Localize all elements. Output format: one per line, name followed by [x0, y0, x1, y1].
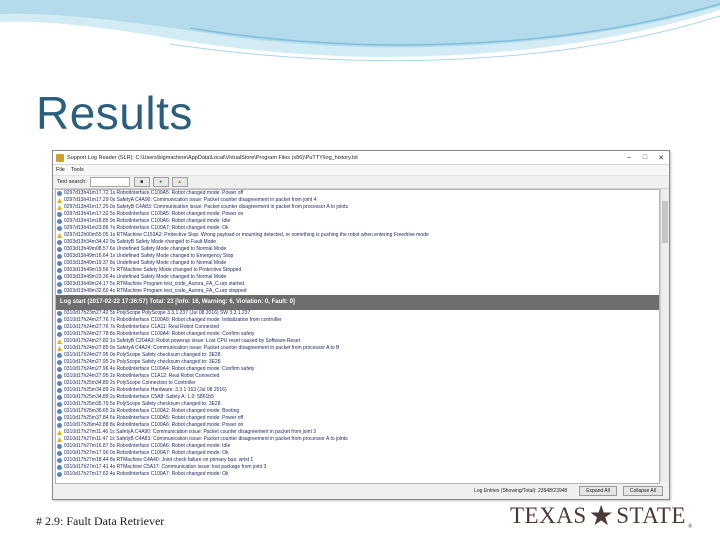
filter-info-button[interactable]: ● — [153, 177, 169, 187]
search-input[interactable] — [90, 177, 130, 187]
log-row-text: 0297d12h00m55.05 1s RTMachine C153A2: Protective Stop: Wrong payload or mounting detected, or something is pushing the robot when entering Freedrive mode — [64, 232, 429, 238]
log-row-text: 0303d13h49m23.36 4s Undefined Safety Mode changed to Normal Mode — [64, 274, 227, 280]
log-row-text: 0310d17h24m27.96 4s RobotInterface C100A4: Robot changed mode: Confirm safety — [64, 366, 255, 372]
info-icon — [57, 423, 62, 428]
log-row-text: 0310d17h27m18.44 8s RTMachine C4A40: Joint check failure on primary bus: wrist 1 — [64, 457, 254, 463]
collapse-all-button[interactable]: Collapse All — [623, 486, 663, 496]
log-row[interactable] — [56, 274, 659, 281]
info-icon — [57, 325, 62, 330]
log-row[interactable] — [56, 190, 659, 197]
warning-icon — [57, 205, 62, 210]
minimize-icon[interactable]: – — [627, 154, 631, 161]
logo-text-left: TEXAS — [510, 503, 587, 528]
log-row-text: 0310d17h24m27.95 2s RobotInterface C1A12: Real Robot Connected — [64, 373, 220, 379]
info-icon — [57, 381, 62, 386]
vertical-scrollbar[interactable] — [660, 189, 669, 482]
log-row-text: 0310d17h27m17.41 4s RTMachine C5A17: Communication issue: lost package from joint 3 — [64, 464, 267, 470]
star-icon: ★ — [588, 501, 615, 532]
info-icon — [57, 472, 62, 477]
log-row-text: 0310d17h25m34.89 2s RobotInterface Hardware: 3.3 1.163 (Jul 08 2016) — [64, 387, 227, 393]
info-icon — [57, 240, 62, 245]
info-icon — [57, 212, 62, 217]
log-row[interactable] — [56, 246, 659, 253]
log-row[interactable] — [56, 436, 659, 443]
log-row[interactable] — [56, 422, 659, 429]
log-row[interactable] — [56, 415, 659, 422]
registered-mark: ® — [687, 524, 693, 530]
texas-state-logo — [510, 498, 693, 534]
info-icon — [57, 332, 62, 337]
log-row[interactable] — [56, 443, 659, 450]
log-row[interactable] — [56, 352, 659, 359]
log-row[interactable] — [56, 281, 659, 288]
info-icon — [57, 458, 62, 463]
log-row-text: 0310d17h24m27.76 7s RobotInterface C100A8: Robot changed mode: Initialization from controller — [64, 317, 282, 323]
warning-icon — [57, 346, 62, 351]
log-row[interactable] — [56, 197, 659, 204]
log-row[interactable] — [56, 218, 659, 225]
log-row-text: 0310d17h26m42.88 8s RobotInterface C100A6: Robot changed mode: Power on — [64, 422, 244, 428]
info-icon — [57, 451, 62, 456]
log-row-text: 0310d17h24m27.95 0s PolyScope Safety checksum changed to: 3E28 — [64, 352, 221, 358]
info-icon — [57, 395, 62, 400]
info-icon — [57, 416, 62, 421]
filter-all-button[interactable]: ■ — [134, 177, 150, 187]
log-row[interactable] — [56, 288, 659, 295]
close-icon[interactable]: ✕ — [658, 154, 664, 162]
log-row[interactable] — [56, 373, 659, 380]
log-row[interactable] — [56, 324, 659, 331]
log-row-text: 0310d17h25m35.79 5s PolyScope Safety checksum changed to: 3E28 — [64, 401, 221, 407]
log-row-text: 0297d13h41m18.85 9s RobotInterface C100A6: Robot changed mode: Idle — [64, 218, 231, 224]
log-row[interactable] — [56, 267, 659, 274]
search-label: Text search: — [57, 179, 87, 185]
info-icon — [57, 254, 62, 259]
log-group-header[interactable] — [56, 295, 659, 310]
log-row[interactable] — [56, 380, 659, 387]
info-icon — [57, 444, 62, 449]
log-row[interactable] — [56, 232, 659, 239]
log-row-text: 0310d17h27m16.87 5s RobotInterface C100A6: Robot changed mode: Idle — [64, 443, 231, 449]
info-icon — [57, 367, 62, 372]
info-icon — [57, 374, 62, 379]
log-row[interactable] — [56, 457, 659, 464]
info-icon — [57, 360, 62, 365]
log-row[interactable] — [56, 331, 659, 338]
log-row[interactable] — [56, 338, 659, 345]
log-row[interactable] — [56, 401, 659, 408]
log-row-text: 0297d13h41m17.29 0s SafetyA C4A90: Communication issue: Packet counter disagreement in packet from joint 4 — [64, 197, 317, 203]
logo-text-right: STATE — [616, 503, 686, 528]
info-icon — [57, 318, 62, 323]
slide-title: Results — [36, 87, 193, 139]
log-row[interactable] — [56, 211, 659, 218]
log-row[interactable] — [56, 429, 659, 436]
log-row-text: 0310d17h25m37.84 6s RobotInterface C100A5: Robot changed mode: Power off — [64, 415, 244, 421]
info-icon — [57, 219, 62, 224]
info-icon — [57, 289, 62, 294]
info-icon — [57, 261, 62, 266]
toolbar — [53, 175, 669, 189]
info-icon — [57, 409, 62, 414]
log-row-text: 0310d17h25m34.89 2s PolyScope Connection to Controller — [64, 380, 196, 386]
log-row-text: 0310d17h24m27.85 9s SafetyA C4A24: Communication issue: Packet counter disagreement in packet from processor A to B — [64, 345, 340, 351]
log-row-text: 0303d13h49m16.64 1s Undefined Safety Mode changed to Emergency Stop — [64, 253, 234, 259]
warning-icon — [57, 430, 62, 435]
info-icon — [57, 282, 62, 287]
log-list[interactable] — [55, 189, 660, 484]
info-icon — [57, 465, 62, 470]
window-titlebar — [53, 151, 669, 165]
warning-icon — [57, 339, 62, 344]
info-icon — [57, 275, 62, 280]
log-row[interactable] — [56, 225, 659, 232]
log-row-text: 0303d13h34m34.42 9s SafetyB Safety Mode changed to Fault Mode — [64, 239, 217, 245]
slide-caption: # 2.9: Fault Data Retriever — [36, 514, 165, 528]
log-row[interactable] — [56, 408, 659, 415]
maximize-icon[interactable]: □ — [642, 154, 648, 161]
log-row-text: 0303d13h49m19.37 8s Undefined Safety Mode changed to Normal Mode — [64, 260, 227, 266]
log-row-text: 0303d13h49m08.57 6s Undefined Safety Mode changed to Normal Mode — [64, 246, 227, 252]
log-entry-count: Log Entries (Showing/Total): 23948/23948 — [474, 488, 568, 494]
log-row[interactable] — [56, 260, 659, 267]
log-row-text: 0310d17h24m27.82 1s SafetyB C204A3: Robot powerup issue: Lost CPU reset caused by Software-Reset — [64, 338, 300, 344]
log-row-text: 0310d17h27m17.62 4s RobotInterface C100A7: Robot changed mode: Ok — [64, 471, 229, 477]
log-row-text: 0303d13h49m19.56 7s RTMachine Safety Mode changed to Protective Stopped — [64, 267, 242, 273]
log-reader-window — [52, 150, 670, 500]
info-icon — [57, 268, 62, 273]
log-row[interactable] — [56, 394, 659, 401]
info-icon — [57, 388, 62, 393]
info-icon — [57, 226, 62, 231]
log-row[interactable] — [56, 359, 659, 366]
log-row-text: 0310d17h24m27.95 2s PolyScope Safety checksum changed to: 3E28 — [64, 359, 221, 365]
menu-file[interactable]: File — [56, 167, 65, 173]
log-row[interactable] — [56, 450, 659, 457]
info-icon — [57, 191, 62, 196]
filter-warning-button[interactable]: ▲ — [172, 177, 188, 187]
log-row-text: 0303d13h49m32.60 4s RTMachine Program test_code_Aurora_FA_C.urp stopped — [64, 288, 247, 294]
log-group-header-text: Log start (2017-02-22 17:36:57) Total: 23 [Info: 16, Warning: 6, Violation: 0, Fault: 0] — [60, 299, 295, 305]
menu-tools[interactable]: Tools — [70, 167, 84, 173]
info-icon — [57, 402, 62, 407]
log-row-text: 0310d17h27m17.90 0s RobotInterface C100A7: Robot changed mode: Ok — [64, 450, 229, 456]
log-row[interactable] — [56, 471, 659, 478]
info-icon — [57, 311, 62, 316]
log-row-text: 0297d13h41m23.86 7s RobotInterface C100A7: Robot changed mode: Ok — [64, 225, 229, 231]
log-row-text: 0297d13h41m17.29 0s SafetyB C4A83: Communication issue: Packet counter disagreement in packet from processor A to joints — [64, 204, 349, 210]
menu-bar — [53, 165, 669, 175]
warning-icon — [57, 437, 62, 442]
expand-all-button[interactable]: Expand All — [579, 486, 617, 496]
log-row-text: 0303d13h49m24.17 5s RTMachine Program test_code_Aurora_FA_C.urp started — [64, 281, 245, 287]
log-row[interactable] — [56, 253, 659, 260]
info-icon — [57, 353, 62, 358]
warning-icon — [57, 198, 62, 203]
warning-icon — [57, 233, 62, 238]
info-icon — [57, 247, 62, 252]
log-row[interactable] — [56, 387, 659, 394]
log-row-text: 0310d17h24m27.78 8s RobotInterface C100A4: Robot changed mode: Confirm safety — [64, 331, 255, 337]
log-row[interactable] — [56, 345, 659, 352]
log-row[interactable] — [56, 204, 659, 211]
log-row-text: 0310d17h25m36.65 2s RobotInterface C100A2: Robot changed mode: Booting — [64, 408, 240, 414]
log-row-text: 0310d17h27m11.46 1s SafetyA C4A90: Communication issue: Packet counter disagreement in packet from joint 3 — [64, 429, 316, 435]
log-row-text: 0297d13h41m17.32 5s RobotInterface C100A5: Robot changed mode: Power on — [64, 211, 244, 217]
app-icon — [56, 154, 64, 162]
log-row[interactable] — [56, 464, 659, 471]
log-row[interactable] — [56, 239, 659, 246]
log-row-text: 0310d17h23m27.42 5s PolyScope PolyScope 3.3.1.237 (Jul 08 2016) SW 3.3.1.237 — [64, 310, 251, 316]
log-row-text: 0297d13h41m17.72 1s RobotInterface C100A5: Robot changed mode: Power off — [64, 190, 244, 196]
log-row-text: 0310d17h27m11.47 1s SafetyB C4A83: Communication issue: Packet counter disagreement in packet from processor A to joints — [64, 436, 348, 442]
window-title: Support Log Reader (SLR): C:\Users\bigmachine\AppData\Local\VirtualStore\Program Files (x86)\PuTTY\log_history.txt — [67, 154, 358, 161]
header-swoosh — [0, 0, 720, 80]
status-footer — [53, 483, 669, 499]
scrollbar-thumb[interactable] — [662, 201, 668, 243]
log-row-text: 0310d17h24m27.76 7s RobotInterface C1A11: Real Robot Connected — [64, 324, 220, 330]
log-row[interactable] — [56, 310, 659, 317]
log-row[interactable] — [56, 366, 659, 373]
log-row-text: 0310d17h25m34.89 2s RobotInterface C5A8: Safety A: 1.0: 5861b5 — [64, 394, 214, 400]
log-row[interactable] — [56, 317, 659, 324]
